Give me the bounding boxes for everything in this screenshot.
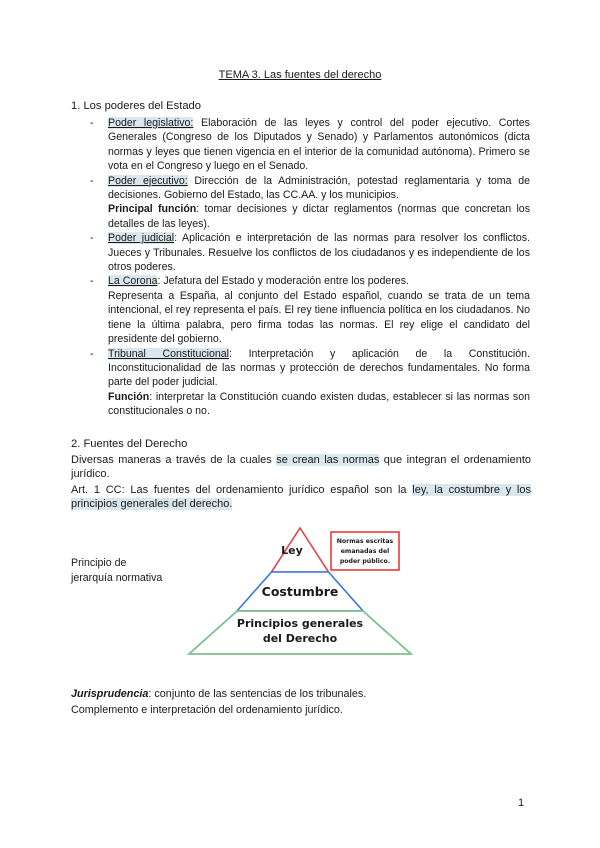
item-sub-label: Principal función (108, 203, 197, 216)
item-label: Poder judicial (108, 232, 175, 245)
list-item-legislative: - Poder legislativo: Elaboración de las leyes y control del poder ejecutivo. Cortes Generales (Congreso de los Diputados y Senado) y Parlamentos autonómicos (dicta normas y leyes que tienen vigencia en el interior de la comunidad autónoma). Primero se vota en el Congreso y luego en el Senado. (90, 117, 530, 173)
item-sub-text: : tomar decisiones y dictar reglamentos (normas que concretan los detalles de las leyes). (108, 203, 530, 230)
item-label: La Corona (108, 275, 158, 288)
highlight-text: se crean las normas (276, 454, 380, 466)
item-text: : Jefatura del Estado y moderación entre los poderes. (157, 275, 409, 288)
item-extra: Representa a España, al conjunto del Estado español, cuando se trata de un tema intencional, el rey representa el país. El rey tiene influencia política en los ciudadanos. No tiene la última palabra, pero firma todas las normas. El rey elige el candidato del presidente del gobierno. (108, 289, 530, 346)
note-line-2: emanadas del (340, 548, 390, 555)
document-title: TEMA 3. Las fuentes del derecho (218, 69, 382, 81)
item-sub-text: : interpretar la Constitución cuando existen dudas, establecer si las normas son constitucionales o no. (108, 390, 530, 418)
item-sub-label: Función (108, 390, 150, 403)
hierarchy-pyramid (180, 524, 420, 659)
text-run: que integran el ordenamiento jurídico. (71, 454, 531, 481)
section-2-heading: 2. Fuentes del Derecho (71, 438, 188, 450)
pyramid-top-label: Ley (281, 544, 303, 557)
list-item-constitutional-court: - Tribunal Constitucional: Interpretación y aplicación de la Constitución. Inconstitucionalidad de las normas y protección de derechos fundamentales. No forma parte del poder judicial. Función: interpretar la Constitución cuando existen dudas, establecer si las normas son constitucionales o no. (90, 347, 531, 418)
pyramid-bottom-label-line1: Principios generales (236, 617, 364, 630)
note-line-1: Normas escritas (336, 538, 394, 545)
article-1-cc (71, 483, 531, 511)
note-line-3: poder público. (339, 558, 391, 565)
item-text: Elaboración de las leyes y control del poder ejecutivo. Cortes Generales (Congreso de los Diputados y Senado) y Parlamentos autonómicos (dicta normas y leyes que tienen vigencia en el interior de la comunidad autónoma). Primero se vota en el Congreso y luego en el Senado. (108, 117, 530, 173)
sources-definition (71, 453, 531, 481)
text-run: Art. 1 CC: Las fuentes del ordenamiento jurídico español son la (71, 484, 413, 496)
pyramid-middle-label: Costumbre (261, 584, 339, 599)
text-run: Diversas maneras a través de la cuales (71, 454, 277, 466)
item-text: Dirección de la Administración, potestad reglamentaria y toma de decisiones. Gobierno del Estado, las CC.AA. y los municipios. (108, 174, 530, 202)
side-label-text: Principio de jerarquía normativa (71, 557, 163, 584)
hierarchy-principle-label (71, 556, 171, 585)
page-number: 1 (518, 797, 524, 809)
item-text: : Aplicación e interpretación de las normas para resolver los conflictos. Jueces y Tribunales. Resuelve los conflictos de los ciudadanos y es independiente de los otros poderes. (108, 232, 530, 274)
jurisprudence-term: Jurisprudencia (71, 688, 149, 700)
highlight-text: ley, la costumbre y los principios generales del derecho. (71, 484, 531, 511)
item-label: Poder legislativo: (108, 117, 194, 129)
section-1-heading: 1. Los poderes del Estado (71, 100, 201, 112)
item-label: Poder ejecutivo: (108, 174, 188, 187)
pyramid-bottom-label-line2: del Derecho (262, 632, 338, 645)
jurisprudence-block (71, 687, 531, 718)
jurisprudence-line-2: Complemento e interpretación del ordenamiento jurídico. (71, 703, 343, 716)
item-text: : Interpretación y aplicación de la Constitución. Inconstitucionalidad de las normas y protección de derechos fundamentales. No forma parte del poder judicial. (108, 347, 531, 389)
item-label: Tribunal Constitucional (108, 347, 230, 360)
jurisprudence-definition: : conjunto de las sentencias de los tribunales. (148, 688, 367, 700)
powers-list (90, 116, 530, 419)
list-item-crown: - La Corona: Jefatura del Estado y moderación entre los poderes. Representa a España, al conjunto del Estado español, cuando se trata de un tema intencional, el rey representa el país. El rey tiene influencia política en los ciudadanos. No tiene la última palabra, pero firma todas las normas. El rey elige el candidato del presidente del gobierno. (90, 275, 530, 346)
list-item-judicial: - Poder judicial: Aplicación e interpretación de las normas para resolver los conflictos. Jueces y Tribunales. Resuelve los conflictos de los ciudadanos y es independiente de los otros poderes. (90, 232, 530, 274)
list-item-executive: - Poder ejecutivo: Dirección de la Administración, potestad reglamentaria y toma de decisiones. Gobierno del Estado, las CC.AA. y los municipios. Principal función: tomar decisiones y dictar reglamentos (normas que concretan los detalles de las leyes). (90, 174, 530, 230)
